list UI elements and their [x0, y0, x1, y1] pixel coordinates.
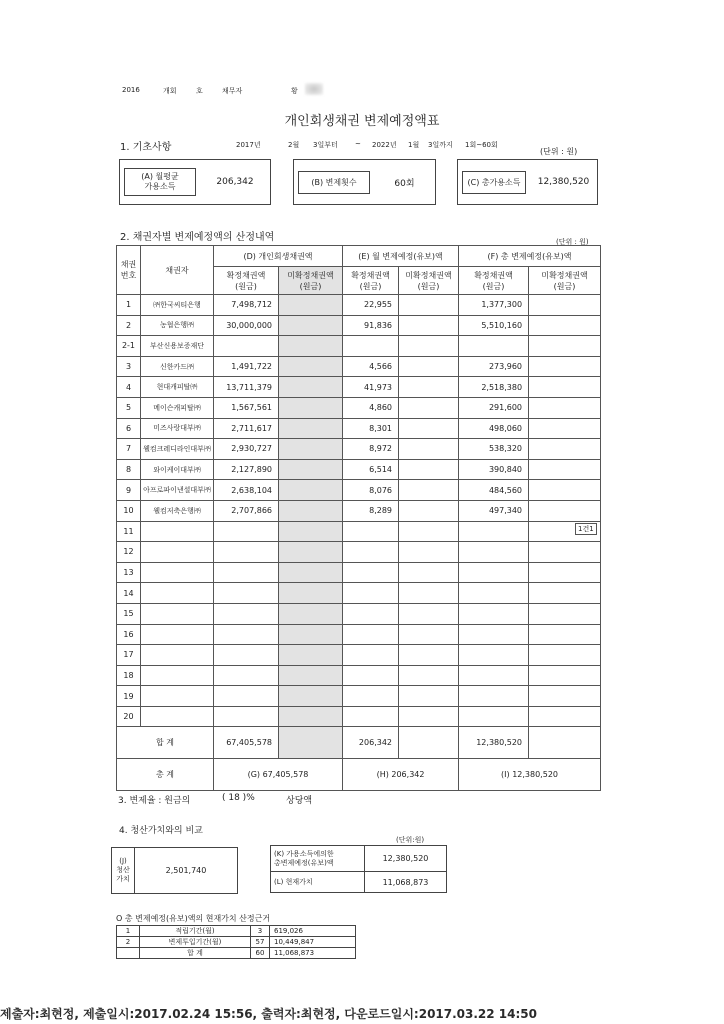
row-d-confirmed: [214, 521, 279, 542]
sum-d: 67,405,578: [214, 727, 279, 759]
row-d-unconfirmed: [279, 521, 343, 542]
row-d-unconfirmed: [279, 603, 343, 624]
row-d-confirmed: [214, 562, 279, 583]
pv-no: 1: [117, 926, 140, 937]
k-label-1: (K) 가용소득에의한: [274, 849, 334, 858]
row-creditor: 메이슨캐피탈㈜: [141, 397, 214, 418]
row-d-confirmed: [214, 542, 279, 563]
header-f: (F) 총 변제예정(유보)액: [459, 246, 601, 267]
pv-months: 3: [251, 926, 270, 937]
period-start-day: 3일부터: [313, 141, 338, 149]
k-value: 12,380,520: [365, 846, 447, 872]
row-e-unconfirmed: [399, 336, 459, 357]
row-d-unconfirmed: [279, 439, 343, 460]
header-e: (E) 월 변제예정(유보)액: [343, 246, 459, 267]
row-e-unconfirmed: [399, 562, 459, 583]
table-row: [117, 500, 601, 521]
pv-row: [117, 926, 356, 937]
pv-row: [117, 948, 356, 959]
row-d-unconfirmed: [279, 583, 343, 604]
row-no: 10: [117, 500, 141, 521]
table-row: [117, 480, 601, 501]
row-e-unconfirmed: [399, 521, 459, 542]
section2-unit: (단위 : 원): [556, 238, 589, 246]
comparison-table: [270, 845, 447, 893]
label-won: (원금): [299, 281, 322, 291]
row-creditor: [141, 624, 214, 645]
row-d-unconfirmed: [279, 397, 343, 418]
row-no: 13: [117, 562, 141, 583]
label-won: (원금): [417, 281, 440, 291]
row-e-confirmed: [343, 665, 399, 686]
row-e-confirmed: [343, 624, 399, 645]
pv-label: 적립기간(월): [140, 926, 251, 937]
row-f-confirmed: 2,518,380: [459, 377, 529, 398]
row-creditor: 웰컴저축은행㈜: [141, 500, 214, 521]
table-row: [117, 645, 601, 666]
total-label: 총 계: [117, 759, 214, 791]
box-a-label: [120, 160, 201, 205]
row-d-confirmed: [214, 624, 279, 645]
row-e-confirmed: 8,289: [343, 500, 399, 521]
header-d-confirmed: [214, 267, 279, 295]
row-d-unconfirmed: [279, 645, 343, 666]
row-d-confirmed: [214, 665, 279, 686]
l-value: 11,068,873: [365, 872, 447, 893]
row-d-unconfirmed: [279, 706, 343, 727]
row-e-unconfirmed: [399, 480, 459, 501]
row-f-confirmed: 538,320: [459, 439, 529, 460]
row-e-unconfirmed: [399, 397, 459, 418]
label-won: (원금): [482, 281, 505, 291]
period-end-year: 2022년: [372, 141, 397, 149]
header-d: (D) 개인회생채권액: [214, 246, 343, 267]
row-e-confirmed: 91,836: [343, 315, 399, 336]
pv-row: [117, 937, 356, 948]
row-f-unconfirmed: [529, 295, 601, 316]
row-d-unconfirmed: [279, 480, 343, 501]
row-d-confirmed: 1,567,561: [214, 397, 279, 418]
label-unconfirmed: 미확정채권액: [405, 270, 452, 280]
footer-submission-info: 제출자:최현정, 제출일시:2017.02.24 15:56, 출력자:최현정, 다운로드일시:2017.03.22 14:50: [0, 1007, 538, 1021]
pv-value: 619,026: [270, 926, 356, 937]
box-a-label-line2: 가용소득: [144, 182, 176, 191]
redacted-name-blur: [305, 83, 323, 95]
row-f-unconfirmed: [529, 562, 601, 583]
header-no-line1: 채권: [120, 260, 137, 269]
table-row: [117, 686, 601, 707]
row-f-confirmed: [459, 336, 529, 357]
row-e-confirmed: [343, 603, 399, 624]
pv-label: 변제투입기간(월): [140, 937, 251, 948]
row-creditor: [141, 686, 214, 707]
row-e-unconfirmed: [399, 665, 459, 686]
row-f-confirmed: [459, 562, 529, 583]
label-unconfirmed: 미확정채권액: [541, 270, 588, 280]
row-d-unconfirmed: [279, 562, 343, 583]
row-no: 14: [117, 583, 141, 604]
row-d-confirmed: [214, 583, 279, 604]
table-row: [117, 603, 601, 624]
total-g: (G) 67,405,578: [214, 759, 343, 791]
row-e-unconfirmed: [399, 645, 459, 666]
debtor-name: 황: [291, 87, 298, 95]
row-d-confirmed: [214, 645, 279, 666]
row-e-confirmed: [343, 583, 399, 604]
row-d-confirmed: 7,498,712: [214, 295, 279, 316]
label-confirmed: 확정채권액: [351, 270, 390, 280]
row-creditor: 현대캐피탈㈜: [141, 377, 214, 398]
row-no: 17: [117, 645, 141, 666]
header-no-line2: 번호: [120, 271, 137, 280]
row-d-unconfirmed: [279, 356, 343, 377]
row-d-unconfirmed: [279, 500, 343, 521]
row-e-confirmed: [343, 562, 399, 583]
row-f-confirmed: [459, 665, 529, 686]
table-row: [117, 665, 601, 686]
pv-months: 57: [251, 937, 270, 948]
row-creditor: ㈜한국씨티은행: [141, 295, 214, 316]
row-no: 12: [117, 542, 141, 563]
row-e-confirmed: 4,566: [343, 356, 399, 377]
row-f-unconfirmed: [529, 356, 601, 377]
row-d-unconfirmed: [279, 624, 343, 645]
row-no: 3: [117, 356, 141, 377]
row-creditor: [141, 583, 214, 604]
row-e-unconfirmed: [399, 295, 459, 316]
creditor-table: [116, 245, 601, 791]
row-creditor: 아프로파이낸셜대부㈜: [141, 480, 214, 501]
header-f-unconfirmed: [529, 267, 601, 295]
table-row: [117, 377, 601, 398]
case-no-label: 호: [196, 87, 203, 95]
total-i: (I) 12,380,520: [459, 759, 601, 791]
row-creditor: 부산신용보증재단: [141, 336, 214, 357]
table-row: [117, 439, 601, 460]
header-f-confirmed: [459, 267, 529, 295]
row-e-confirmed: 4,860: [343, 397, 399, 418]
row-f-unconfirmed: [529, 459, 601, 480]
pv-rows: [117, 926, 356, 959]
section1-heading: 1. 기초사항: [120, 142, 172, 153]
row-f-confirmed: [459, 686, 529, 707]
row-e-confirmed: [343, 686, 399, 707]
pv-no: 2: [117, 937, 140, 948]
row-f-unconfirmed: [529, 336, 601, 357]
row-creditor: [141, 603, 214, 624]
row-d-confirmed: [214, 603, 279, 624]
section4-heading: 4. 청산가치와의 비교: [119, 826, 203, 836]
pv-label: 합 계: [140, 948, 251, 959]
row-f-unconfirmed: [529, 583, 601, 604]
row-creditor: 와이케이대부㈜: [141, 459, 214, 480]
row-e-unconfirmed: [399, 356, 459, 377]
total-h: (H) 206,342: [343, 759, 459, 791]
row-creditor: [141, 542, 214, 563]
case-year: 2016: [122, 86, 140, 94]
row-creditor: [141, 665, 214, 686]
row-e-confirmed: [343, 542, 399, 563]
present-value-table: [116, 925, 356, 959]
label-confirmed: 확정채권액: [474, 270, 513, 280]
row-e-confirmed: [343, 706, 399, 727]
box-c-label: [458, 160, 531, 205]
row-d-confirmed: 2,711,617: [214, 418, 279, 439]
row-f-confirmed: 291,600: [459, 397, 529, 418]
sum-f: 12,380,520: [459, 727, 529, 759]
header-creditor-no: [117, 246, 141, 295]
row-f-confirmed: 498,060: [459, 418, 529, 439]
box-c-label-text: (C) 총가용소득: [462, 171, 526, 194]
box-c-total-income: [457, 159, 598, 205]
table-row: [117, 521, 601, 542]
row-d-confirmed: [214, 686, 279, 707]
box-c-value: 12,380,520: [530, 160, 598, 205]
row-no: 4: [117, 377, 141, 398]
row-e-unconfirmed: [399, 624, 459, 645]
row-e-confirmed: 8,076: [343, 480, 399, 501]
row-f-confirmed: 484,560: [459, 480, 529, 501]
row-no: 8: [117, 459, 141, 480]
row-e-unconfirmed: [399, 377, 459, 398]
section3-prefix: 3. 변제율 : 원금의: [118, 796, 191, 806]
sum-f-unconfirmed: [529, 727, 601, 759]
row-f-unconfirmed: [529, 686, 601, 707]
box-a-monthly-income: [119, 159, 271, 205]
period-end-month: 1월: [408, 141, 420, 149]
sum-d-unconfirmed: [279, 727, 343, 759]
row-e-confirmed: 8,972: [343, 439, 399, 460]
row-creditor: 신한카드㈜: [141, 356, 214, 377]
row-e-confirmed: [343, 336, 399, 357]
row-e-unconfirmed: [399, 583, 459, 604]
row-f-unconfirmed: [529, 377, 601, 398]
page-title: 개인회생채권 변제예정액표: [284, 114, 440, 129]
row-d-confirmed: [214, 706, 279, 727]
period-start-year: 2017년: [236, 141, 261, 149]
row-f-confirmed: [459, 542, 529, 563]
header-e-confirmed: [343, 267, 399, 295]
row-no: 18: [117, 665, 141, 686]
row-no: 2: [117, 315, 141, 336]
section3-rate: ( 18 )%: [222, 793, 255, 803]
row-e-unconfirmed: [399, 603, 459, 624]
row-no: 19: [117, 686, 141, 707]
table-row: [117, 397, 601, 418]
table-row: [117, 562, 601, 583]
row-f-confirmed: [459, 583, 529, 604]
row-d-unconfirmed: [279, 665, 343, 686]
label-won: (원금): [359, 281, 382, 291]
row-d-confirmed: 2,707,866: [214, 500, 279, 521]
box-b-label: [294, 160, 375, 205]
row-f-confirmed: [459, 645, 529, 666]
table-row: [117, 295, 601, 316]
row-no: 6: [117, 418, 141, 439]
row-e-unconfirmed: [399, 315, 459, 336]
row-d-confirmed: 2,127,890: [214, 459, 279, 480]
row-f-unconfirmed: [529, 315, 601, 336]
row-no: 5: [117, 397, 141, 418]
side-tag: 1건1: [575, 523, 597, 535]
row-f-confirmed: [459, 521, 529, 542]
row-f-confirmed: [459, 603, 529, 624]
row-f-unconfirmed: [529, 500, 601, 521]
row-no: 15: [117, 603, 141, 624]
section2-heading: 2. 채권자별 변제예정액의 산정내역: [120, 232, 275, 243]
header-creditor: 채권자: [141, 246, 214, 295]
row-no: 16: [117, 624, 141, 645]
j-value: 2,501,740: [135, 848, 238, 894]
row-creditor: 농협은행㈜: [141, 315, 214, 336]
header-d-unconfirmed: [279, 267, 343, 295]
row-d-unconfirmed: [279, 295, 343, 316]
table-row: [117, 459, 601, 480]
sum-label: 합 계: [117, 727, 214, 759]
row-d-confirmed: 2,930,727: [214, 439, 279, 460]
row-f-unconfirmed: [529, 418, 601, 439]
row-creditor: [141, 645, 214, 666]
row-d-confirmed: 13,711,379: [214, 377, 279, 398]
row-d-unconfirmed: [279, 315, 343, 336]
row-f-confirmed: [459, 706, 529, 727]
row-no: 9: [117, 480, 141, 501]
j-label-1: (J): [119, 857, 127, 865]
row-f-unconfirmed: [529, 603, 601, 624]
pv-no: [117, 948, 140, 959]
table-row: [117, 336, 601, 357]
row-d-confirmed: 1,491,722: [214, 356, 279, 377]
row-f-confirmed: 497,340: [459, 500, 529, 521]
row-f-unconfirmed: [529, 397, 601, 418]
box-b-payment-count: [293, 159, 436, 205]
box-a-value: 206,342: [200, 160, 271, 205]
label-won: (원금): [553, 281, 576, 291]
k-label: [271, 846, 365, 872]
j-label-3: 가치: [116, 875, 130, 883]
section3-suffix: 상당액: [286, 796, 313, 806]
box-b-label-text: (B) 변제횟수: [298, 171, 370, 194]
pv-value: 11,068,873: [270, 948, 356, 959]
box-a-label-line1: (A) 월평균: [141, 172, 179, 181]
row-d-unconfirmed: [279, 377, 343, 398]
row-creditor: [141, 521, 214, 542]
row-e-unconfirmed: [399, 542, 459, 563]
row-creditor: 미즈사랑대부㈜: [141, 418, 214, 439]
row-d-unconfirmed: [279, 686, 343, 707]
row-d-confirmed: 2,638,104: [214, 480, 279, 501]
row-no: 20: [117, 706, 141, 727]
row-e-unconfirmed: [399, 706, 459, 727]
row-f-unconfirmed: [529, 542, 601, 563]
pv-value: 10,449,847: [270, 937, 356, 948]
l-label: (L) 현재가치: [271, 872, 365, 893]
box-b-value: 60회: [374, 160, 436, 205]
debtor-label: 채무자: [222, 87, 243, 95]
table-row: [117, 542, 601, 563]
pv-months: 60: [251, 948, 270, 959]
row-f-confirmed: 5,510,160: [459, 315, 529, 336]
table-row: [117, 706, 601, 727]
row-f-confirmed: [459, 624, 529, 645]
table-row: [117, 356, 601, 377]
row-e-unconfirmed: [399, 439, 459, 460]
period-start-month: 2월: [288, 141, 300, 149]
row-no: 1: [117, 295, 141, 316]
liquidation-value-box: [111, 847, 238, 894]
row-e-confirmed: 41,973: [343, 377, 399, 398]
section1-unit: (단위 : 원): [540, 147, 578, 156]
row-d-unconfirmed: [279, 418, 343, 439]
row-f-unconfirmed: [529, 665, 601, 686]
row-e-confirmed: 6,514: [343, 459, 399, 480]
k-label-2: 총변제예정(유보)액: [274, 858, 334, 867]
creditor-rows: [117, 295, 601, 727]
row-no: 2-1: [117, 336, 141, 357]
table-row: [117, 583, 601, 604]
row-f-unconfirmed: [529, 624, 601, 645]
row-e-unconfirmed: [399, 459, 459, 480]
row-e-unconfirmed: [399, 686, 459, 707]
row-no: 11: [117, 521, 141, 542]
sum-e: 206,342: [343, 727, 399, 759]
row-e-confirmed: 22,955: [343, 295, 399, 316]
section5-heading: O 총 변제예정(유보)액의 현재가치 산정근거: [116, 914, 271, 923]
row-creditor: 웰컴크레디라인대부㈜: [141, 439, 214, 460]
section4-unit: (단위:원): [396, 836, 425, 844]
label-confirmed: 확정채권액: [226, 270, 266, 280]
period-dash: ~: [355, 140, 361, 148]
row-e-confirmed: [343, 521, 399, 542]
period-range: 1회~60회: [465, 141, 498, 149]
j-label-2: 청산: [116, 866, 130, 874]
row-d-unconfirmed: [279, 459, 343, 480]
row-creditor: [141, 706, 214, 727]
row-e-confirmed: 8,301: [343, 418, 399, 439]
table-row: [117, 315, 601, 336]
row-creditor: [141, 562, 214, 583]
j-label: [112, 848, 135, 894]
row-f-unconfirmed: [529, 439, 601, 460]
header-e-unconfirmed: [399, 267, 459, 295]
row-f-unconfirmed: [529, 706, 601, 727]
row-e-confirmed: [343, 645, 399, 666]
case-type: 개회: [163, 87, 177, 95]
sum-e-unconfirmed: [399, 727, 459, 759]
row-no: 7: [117, 439, 141, 460]
row-f-confirmed: 390,840: [459, 459, 529, 480]
row-f-confirmed: 273,960: [459, 356, 529, 377]
row-d-confirmed: 30,000,000: [214, 315, 279, 336]
row-d-confirmed: [214, 336, 279, 357]
table-row: [117, 624, 601, 645]
row-f-unconfirmed: [529, 480, 601, 501]
row-f-unconfirmed: [529, 645, 601, 666]
label-unconfirmed: 미확정채권액: [287, 270, 334, 280]
row-d-unconfirmed: [279, 542, 343, 563]
row-d-unconfirmed: [279, 336, 343, 357]
row-f-confirmed: 1,377,300: [459, 295, 529, 316]
row-e-unconfirmed: [399, 500, 459, 521]
row-e-unconfirmed: [399, 418, 459, 439]
label-won: (원금): [235, 281, 257, 291]
table-row: [117, 418, 601, 439]
period-end-day: 3일까지: [428, 141, 453, 149]
